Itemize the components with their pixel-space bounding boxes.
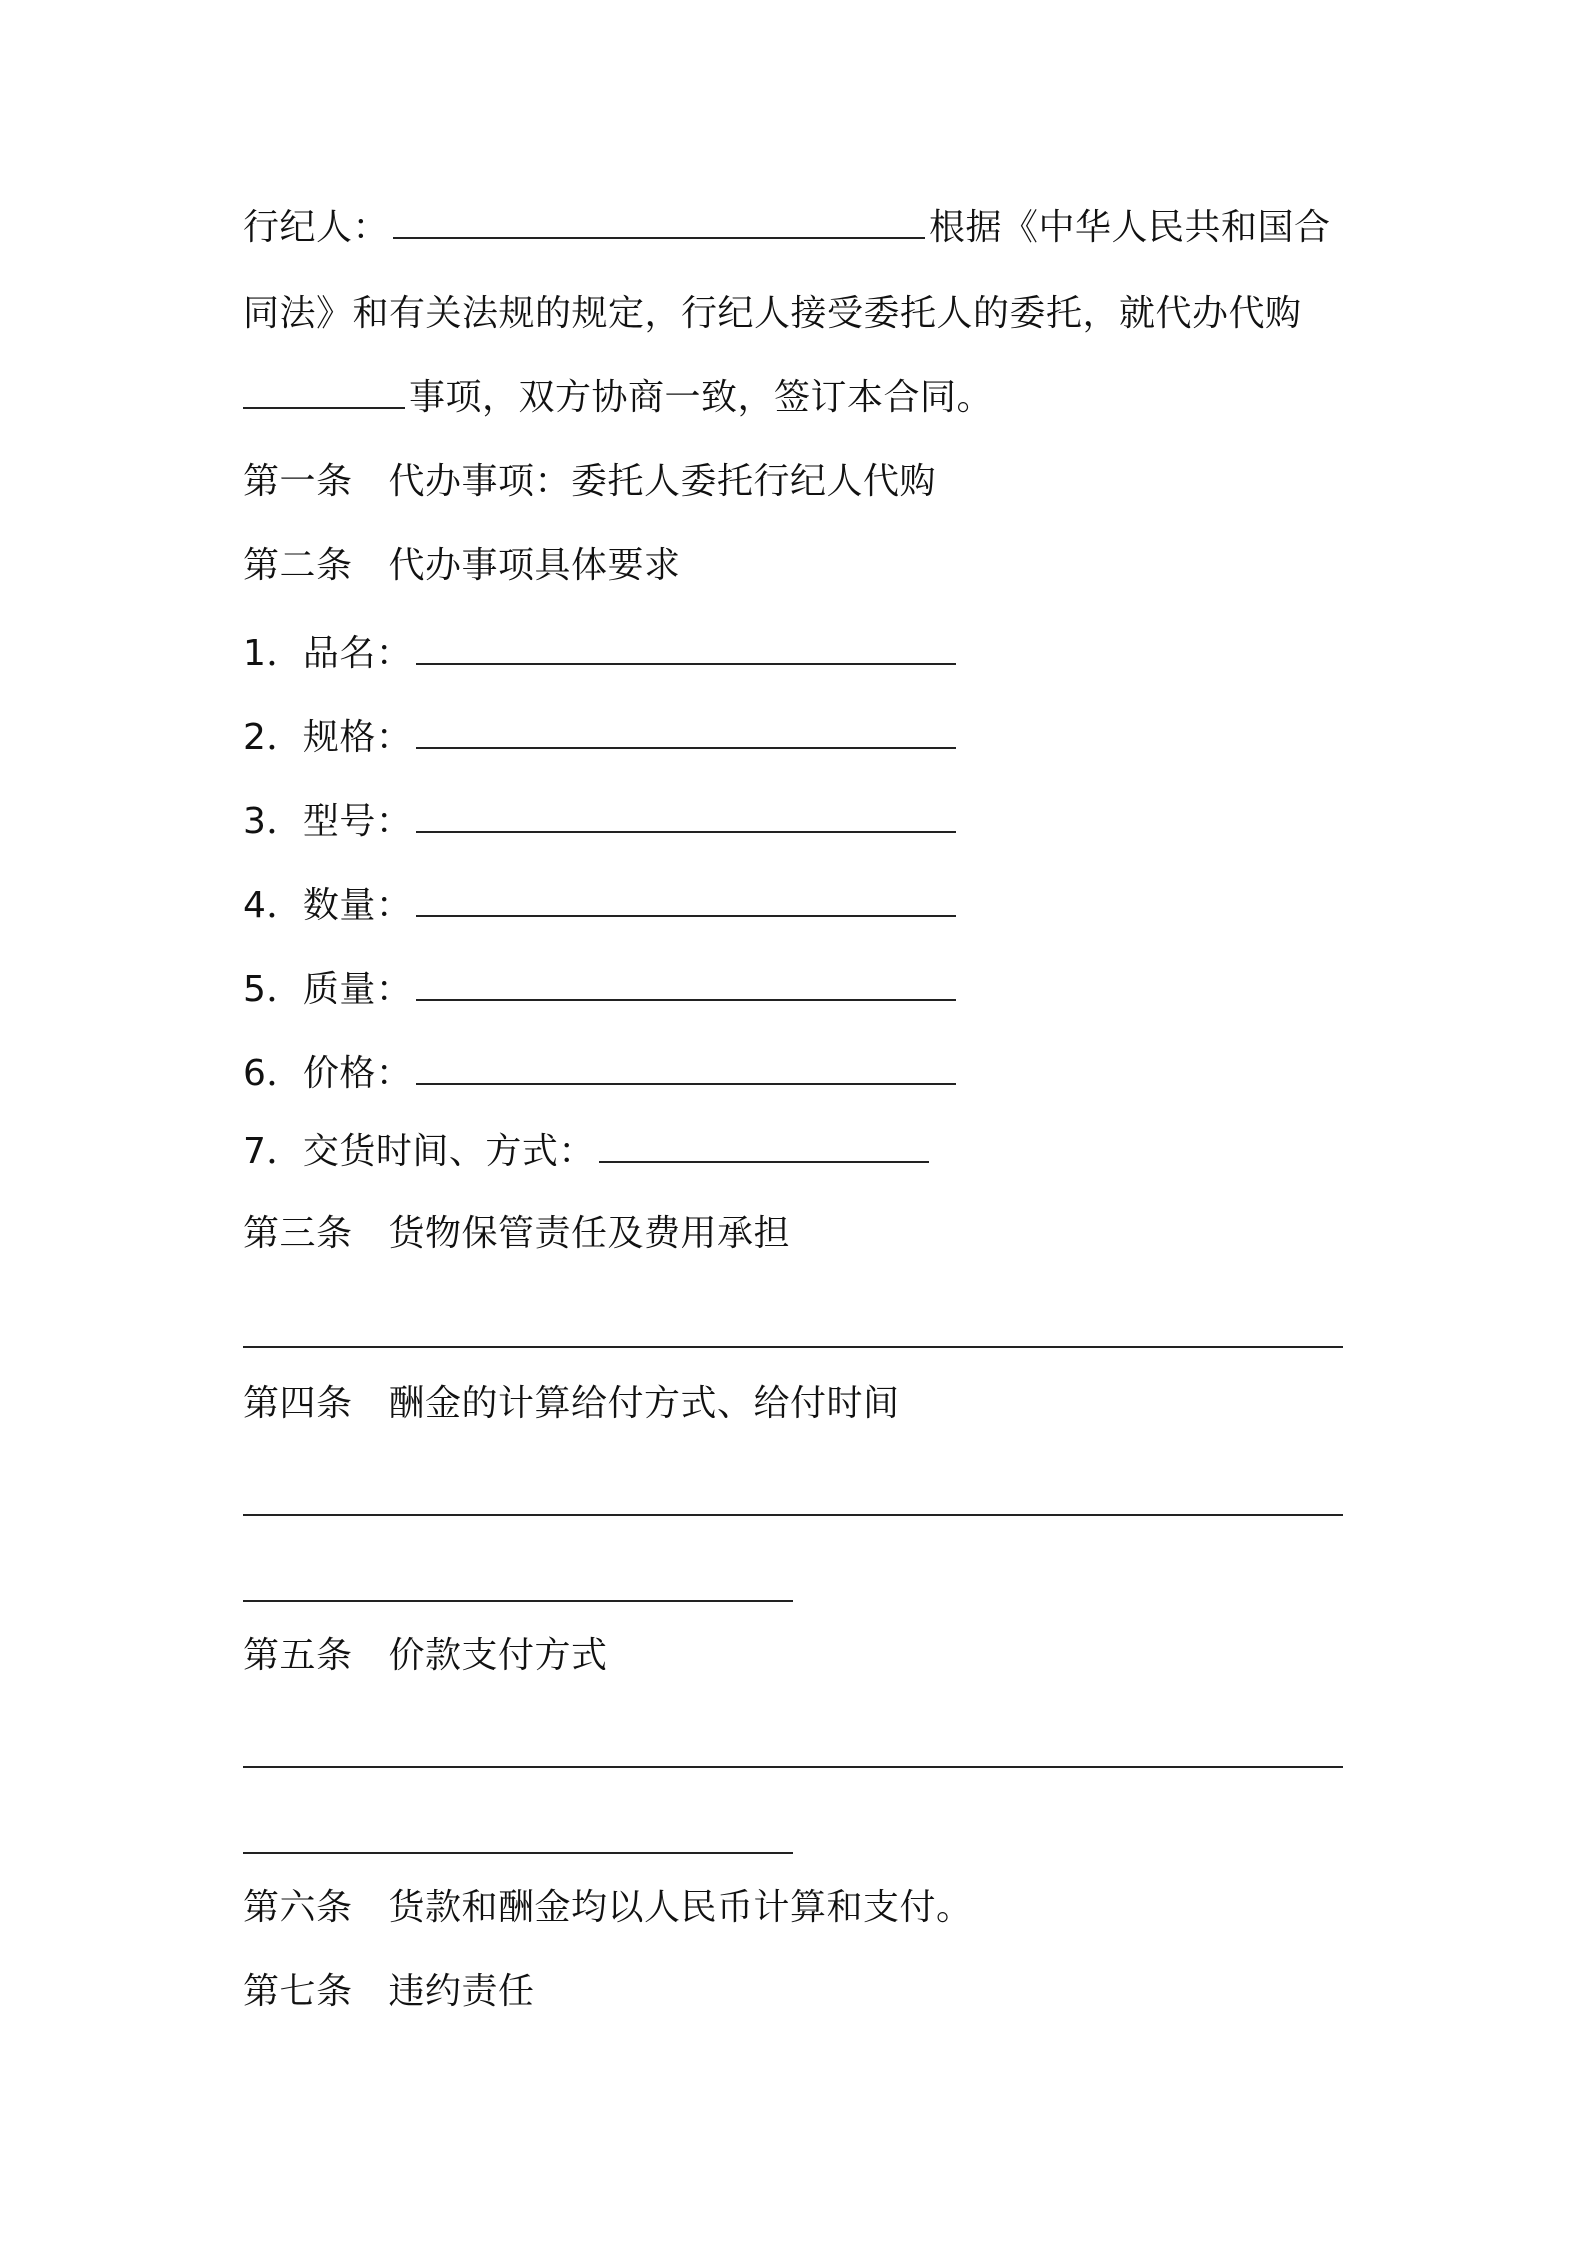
article-5-blank[interactable]	[243, 1766, 1343, 1768]
requirement-item	[243, 714, 960, 762]
requirement-item	[243, 1050, 960, 1098]
intro-line-2	[243, 290, 1302, 338]
requirement-label: 2．规格：	[243, 717, 413, 758]
intro-line-1	[243, 204, 1331, 252]
article-2-text: 代办事项具体要求	[388, 545, 681, 586]
requirement-label: 5．质量：	[243, 969, 413, 1010]
agent-label: 行纪人：	[243, 207, 390, 248]
requirement-item	[243, 630, 960, 678]
article-7-text: 违约责任	[388, 1971, 535, 2012]
intro-text-1: 根据《中华人民共和国合	[929, 207, 1331, 248]
article-4	[243, 1380, 900, 1428]
article-5-title: 第五条	[243, 1635, 353, 1676]
requirement-label: 1．品名：	[243, 633, 413, 674]
article-5-text: 价款支付方式	[388, 1635, 608, 1676]
requirement-label: 3．型号：	[243, 801, 413, 842]
article-5-blank-2[interactable]	[243, 1852, 793, 1854]
requirement-label: 4．数量：	[243, 885, 413, 926]
requirement-item	[243, 798, 960, 846]
requirement-blank[interactable]	[599, 1129, 929, 1163]
article-1	[243, 458, 936, 506]
article-1-text: 代办事项：委托人委托行纪人代购	[388, 461, 937, 502]
matter-blank[interactable]	[243, 375, 405, 409]
article-6	[243, 1884, 973, 1932]
requirement-blank[interactable]	[416, 1051, 956, 1085]
requirement-blank[interactable]	[416, 715, 956, 749]
requirement-blank[interactable]	[416, 883, 956, 917]
requirement-item	[243, 882, 960, 930]
intro-text-2: 同法》和有关法规的规定，行纪人接受委托人的委托，就代办代购	[243, 293, 1302, 334]
article-4-blank[interactable]	[243, 1514, 1343, 1516]
article-7	[243, 1968, 535, 2016]
article-5	[243, 1632, 608, 1680]
article-7-title: 第七条	[243, 1971, 353, 2012]
article-4-text: 酬金的计算给付方式、给付时间	[388, 1383, 900, 1424]
article-3-blank[interactable]	[243, 1346, 1343, 1348]
article-6-text: 货款和酬金均以人民币计算和支付。	[388, 1887, 973, 1928]
requirement-label: 7．交货时间、方式：	[243, 1131, 595, 1172]
article-3	[243, 1210, 790, 1258]
article-6-title: 第六条	[243, 1887, 353, 1928]
article-2	[243, 542, 681, 590]
article-4-blank-2[interactable]	[243, 1600, 793, 1602]
intro-line-3	[243, 374, 993, 422]
requirement-blank[interactable]	[416, 967, 956, 1001]
agent-name-blank[interactable]	[393, 205, 925, 239]
article-2-title: 第二条	[243, 545, 353, 586]
article-3-text: 货物保管责任及费用承担	[388, 1213, 791, 1254]
intro-text-3: 事项，双方协商一致，签订本合同。	[409, 377, 994, 418]
article-4-title: 第四条	[243, 1383, 353, 1424]
article-3-title: 第三条	[243, 1213, 353, 1254]
requirement-label: 6．价格：	[243, 1053, 413, 1094]
article-1-title: 第一条	[243, 461, 353, 502]
requirement-item	[243, 1128, 933, 1176]
requirement-blank[interactable]	[416, 799, 956, 833]
requirement-blank[interactable]	[416, 631, 956, 665]
requirement-item	[243, 966, 960, 1014]
